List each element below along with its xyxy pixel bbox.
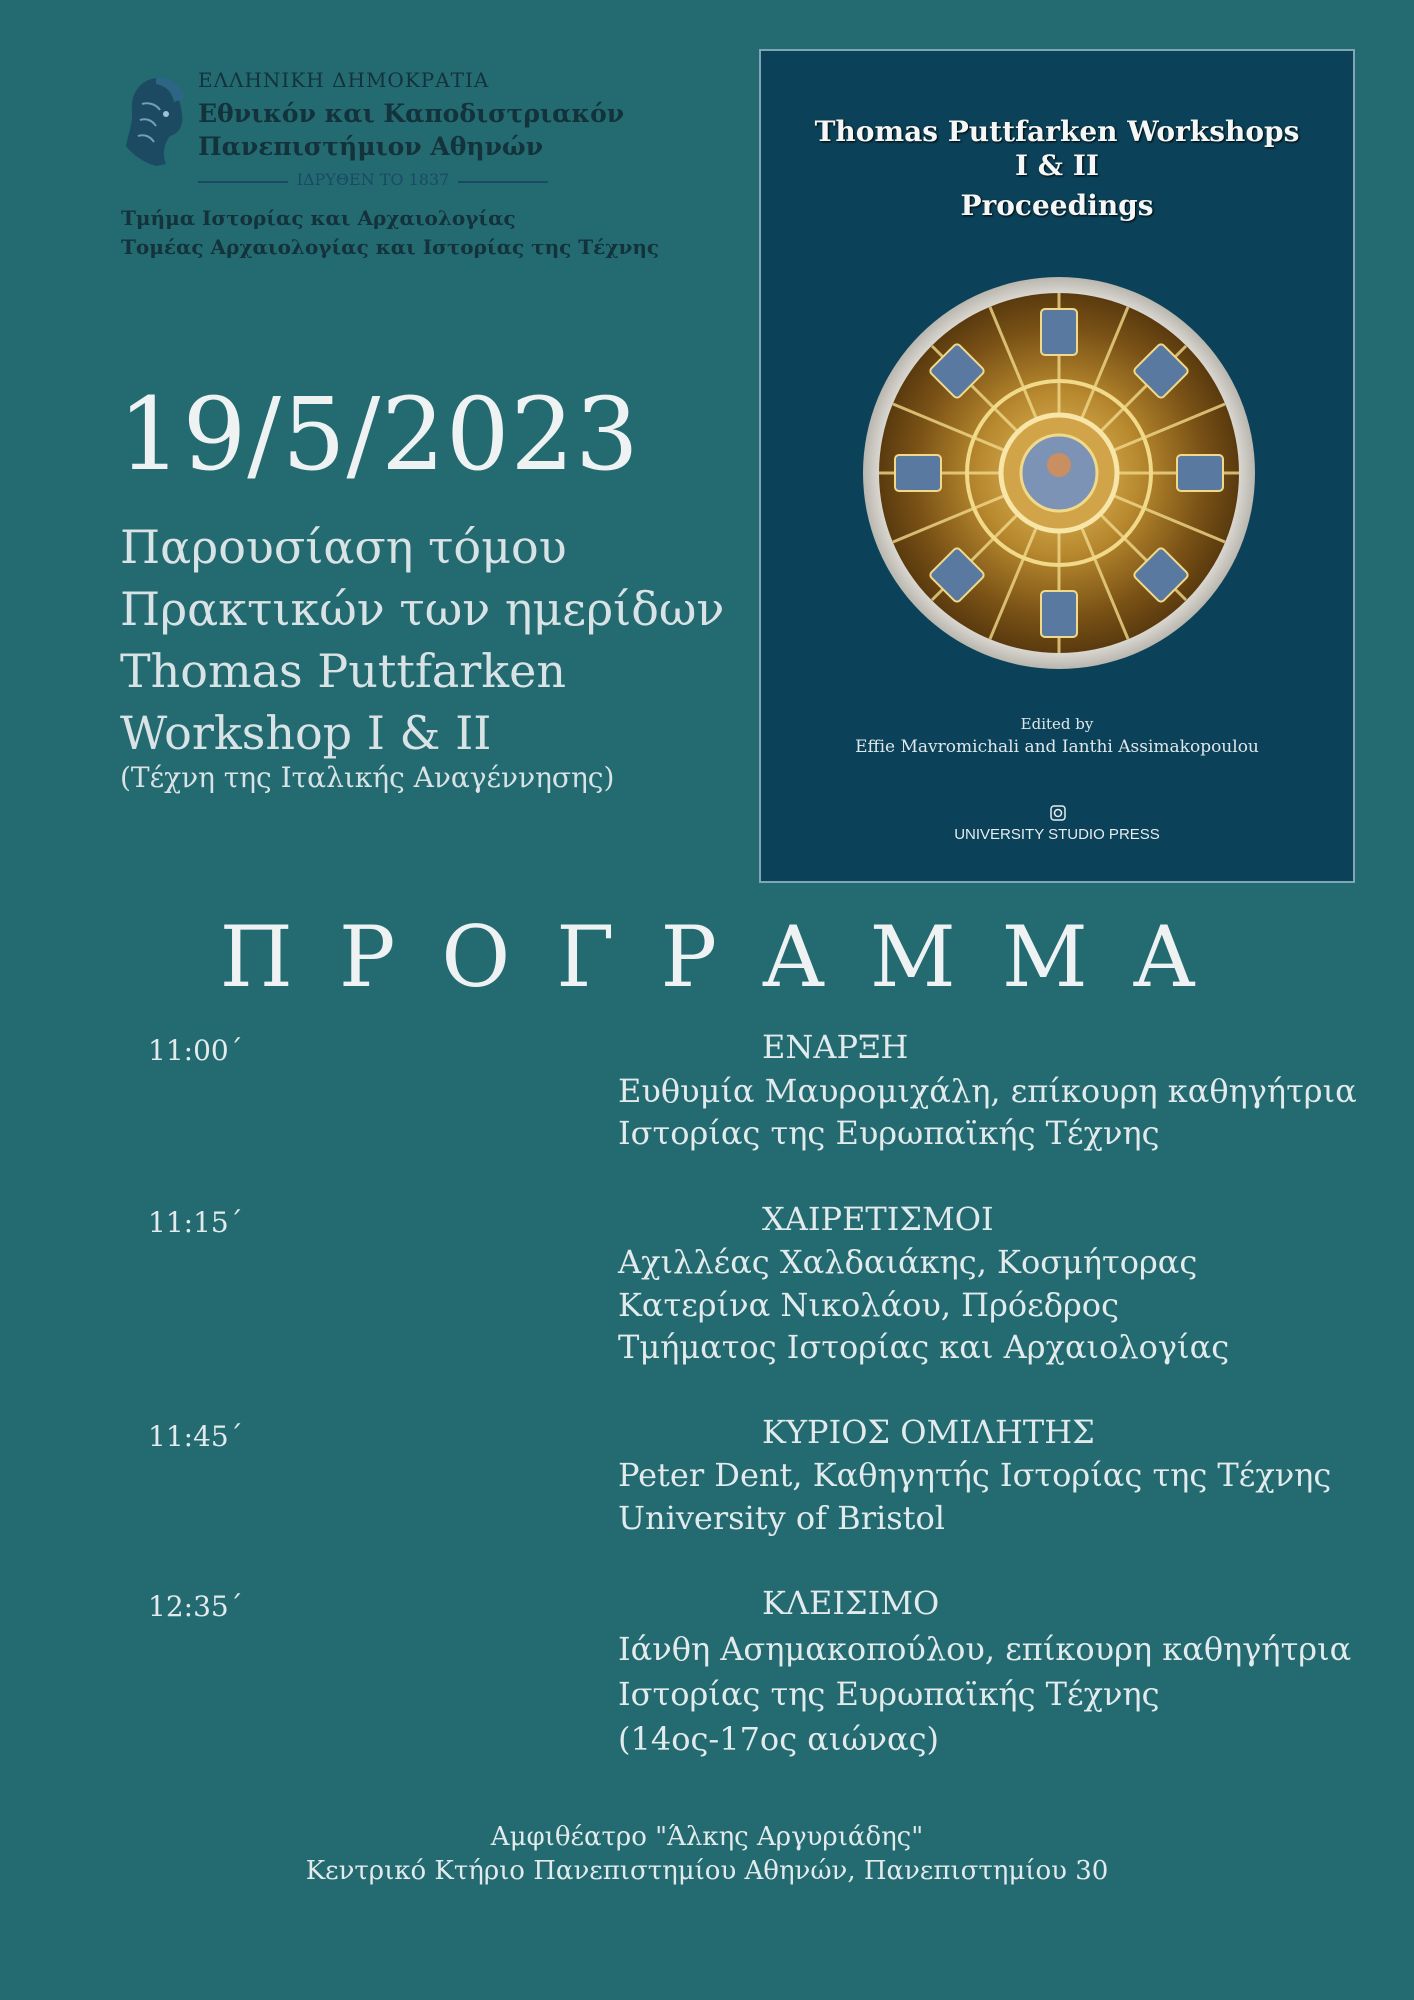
session-title: ΧΑΙΡΕΤΙΣΜΟΙ	[762, 1200, 994, 1238]
event-title-line: Workshop I & II	[120, 706, 492, 760]
book-cover	[759, 49, 1355, 883]
event-title	[120, 516, 724, 764]
founded-divider-left	[198, 181, 288, 183]
event-date: 19/5/2023	[118, 376, 640, 493]
event-title-line: Thomas Puttfarken	[120, 644, 566, 698]
event-title-line: Πρακτικών των ημερίδων	[120, 582, 725, 636]
university-name-line1: Εθνικόν και Καποδιστριακόν	[198, 99, 625, 128]
book-cover-title-line1: Thomas Puttfarken Workshops	[814, 115, 1300, 148]
department-line1: Τμήμα Ιστορίας και Αρχαιολογίας	[121, 206, 516, 230]
republic-label: ΕΛΛΗΝΙΚΗ ΔΗΜΟΚΡΑΤΙΑ	[198, 68, 490, 92]
department-block	[121, 204, 659, 262]
session-title: ΕΝΑΡΞΗ	[762, 1028, 909, 1066]
session-line: Ιστορίας της Ευρωπαϊκής Τέχνης	[618, 1675, 1160, 1713]
session-line: Peter Dent, Καθηγητής Ιστορίας της Τέχνης	[618, 1456, 1332, 1494]
venue-address: Κεντρικό Κτήριο Πανεπιστημίου Αθηνών, Πανεπιστημίου 30	[305, 1856, 1109, 1886]
session-line: Κατερίνα Νικολάου, Πρόεδρος	[618, 1286, 1119, 1324]
venue-hall: Αμφιθέατρο "Άλκης Αργυριάδης"	[490, 1822, 924, 1852]
session-time: 11:45΄	[148, 1420, 243, 1453]
book-cover-editors: Effie Mavromichali and Ianthi Assimakopoulou	[855, 737, 1259, 757]
book-cover-title	[761, 115, 1353, 223]
book-cover-title-line2: I & II	[1014, 149, 1100, 182]
session-time: 11:15΄	[148, 1206, 243, 1239]
session-line: Ιάνθη Ασημακοπούλου, επίκουρη καθηγήτρια	[618, 1630, 1352, 1668]
session-line: University of Bristol	[618, 1499, 945, 1537]
book-cover-publisher: UNIVERSITY STUDIO PRESS	[954, 826, 1160, 843]
session-title: ΚΛΕΙΣΙΜΟ	[762, 1584, 940, 1622]
university-name	[198, 97, 624, 163]
department-line2: Τομέας Αρχαιολογίας και Ιστορίας της Τέχνης	[121, 235, 660, 259]
publisher-logo-icon	[1050, 805, 1066, 821]
book-cover-title-line3: Proceedings	[960, 189, 1154, 222]
event-title-line: Παρουσίαση τόμου	[120, 520, 567, 574]
book-cover-edited-by: Edited by	[1020, 715, 1094, 733]
session-time: 12:35΄	[148, 1590, 243, 1623]
session-line: Ευθυμία Μαυρομιχάλη, επίκουρη καθηγήτρια	[618, 1072, 1357, 1110]
session-line: Τμήματος Ιστορίας και Αρχαιολογίας	[618, 1328, 1230, 1366]
event-subtitle: (Τέχνη της Ιταλικής Αναγέννησης)	[120, 761, 615, 794]
athena-head-logo-icon	[122, 74, 192, 170]
university-name-line2: Πανεπιστήμιον Αθηνών	[198, 132, 544, 161]
session-line: Αχιλλέας Χαλδαιάκης, Κοσμήτορας	[618, 1243, 1198, 1281]
founded-divider-right	[458, 181, 548, 183]
session-title: ΚΥΡΙΟΣ ΟΜΙΛΗΤΗΣ	[762, 1413, 1095, 1451]
session-line: Ιστορίας της Ευρωπαϊκής Τέχνης	[618, 1114, 1160, 1152]
dome-painting-image	[861, 275, 1257, 671]
session-line: (14ος-17ος αιώνας)	[618, 1720, 939, 1758]
program-heading: ΠΡΟΓΡΑΜΜΑ	[219, 908, 1241, 1006]
founded-label: ΙΔΡΥΘΕΝ ΤΟ 1837	[296, 170, 450, 189]
session-time: 11:00΄	[148, 1034, 243, 1067]
